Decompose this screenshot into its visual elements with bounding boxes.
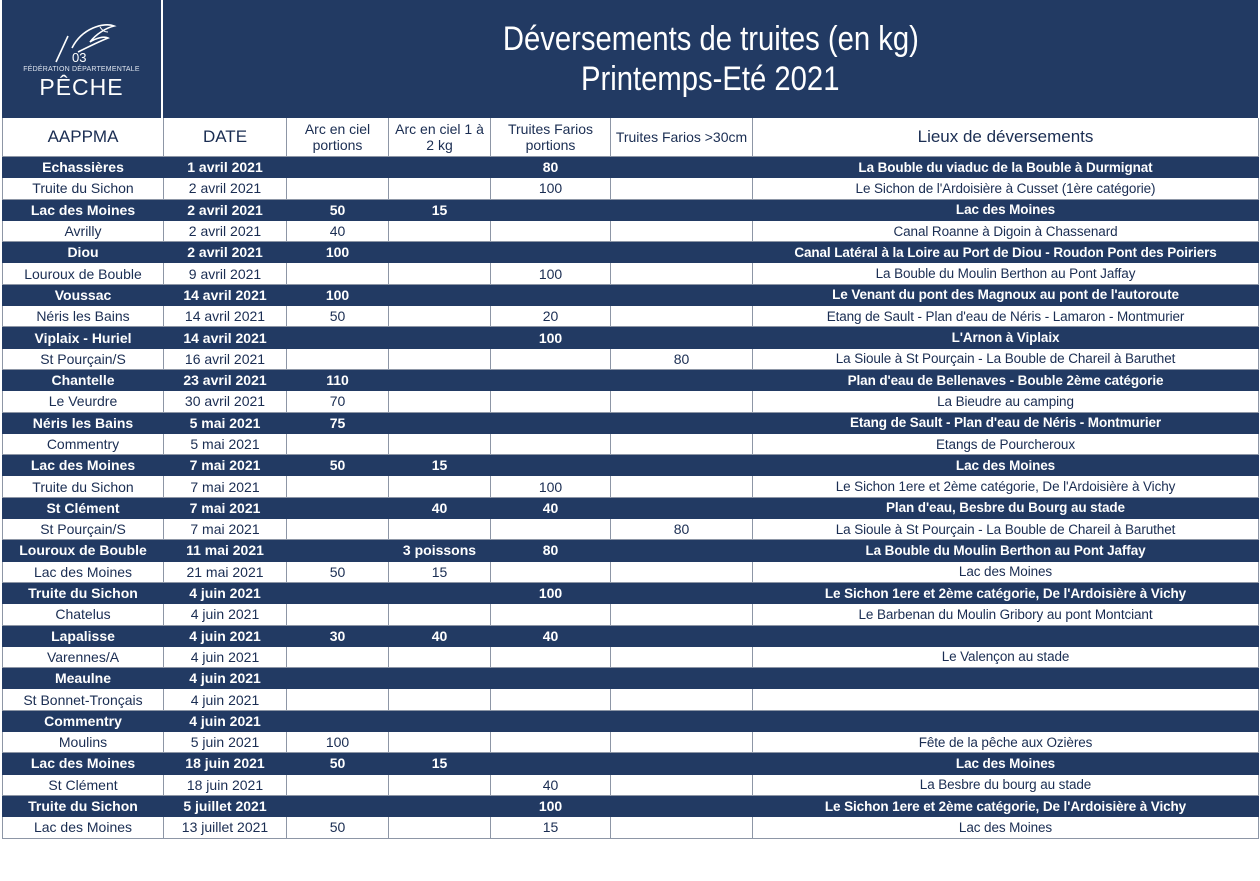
arc-portions-cell [287,263,389,284]
lieu-cell: La Bouble du viaduc de la Bouble à Durmignat [753,157,1259,178]
date-cell: 4 juin 2021 [164,646,287,667]
farios-portions-cell: 20 [491,306,611,327]
arc-1-2kg-cell [389,710,491,731]
arc-1-2kg-cell [389,178,491,199]
table-row [3,391,1259,412]
farios-30cm-cell [611,625,753,646]
farios-30cm-cell [611,391,753,412]
farios-portions-cell [491,412,611,433]
aappma-cell: Le Veurdre [3,391,164,412]
deversements-table [2,118,1259,839]
aappma-cell: St Clément [3,774,164,795]
arc-1-2kg-cell [389,732,491,753]
arc-portions-cell [287,689,389,710]
arc-portions-cell: 30 [287,625,389,646]
farios-30cm-cell [611,795,753,816]
farios-portions-cell [491,433,611,454]
arc-1-2kg-cell [389,689,491,710]
lieu-cell: Le Venant du pont des Magnoux au pont de l'autoroute [753,284,1259,305]
date-cell: 14 avril 2021 [164,327,287,348]
page-subtitle: Printemps-Eté 2021 [581,60,840,98]
farios-30cm-cell [611,284,753,305]
farios-portions-cell: 80 [491,157,611,178]
table-row [3,732,1259,753]
arc-portions-cell [287,710,389,731]
arc-1-2kg-cell: 15 [389,199,491,220]
arc-portions-cell [287,348,389,369]
arc-1-2kg-cell [389,646,491,667]
arc-portions-cell: 50 [287,561,389,582]
aappma-cell: Avrilly [3,220,164,241]
table-row [3,306,1259,327]
lieu-cell: Le Barbenan du Moulin Gribory au pont Montciant [753,604,1259,625]
aappma-cell: Truite du Sichon [3,178,164,199]
aappma-cell: Louroux de Bouble [3,540,164,561]
date-cell: 5 mai 2021 [164,412,287,433]
lieu-cell [753,710,1259,731]
table-row [3,774,1259,795]
arc-1-2kg-cell [389,242,491,263]
aappma-cell: Diou [3,242,164,263]
farios-portions-cell [491,753,611,774]
arc-portions-cell: 100 [287,284,389,305]
table-row [3,561,1259,582]
table-row [3,710,1259,731]
farios-portions-cell: 100 [491,327,611,348]
arc-1-2kg-cell [389,519,491,540]
arc-portions-cell [287,540,389,561]
column-header-arc-portions: Arc en ciel portions [287,118,389,157]
column-header-farios-30cm: Truites Farios >30cm [611,118,753,157]
lieu-cell: Canal Latéral à la Loire au Port de Diou - Roudon Pont des Poiriers [753,242,1259,263]
date-cell: 18 juin 2021 [164,753,287,774]
column-header-row [3,118,1259,157]
arc-portions-cell: 100 [287,732,389,753]
farios-30cm-cell [611,604,753,625]
table-row [3,519,1259,540]
arc-portions-cell [287,519,389,540]
farios-30cm-cell [611,710,753,731]
farios-30cm-cell [611,646,753,667]
lieu-cell: Fête de la pêche aux Ozières [753,732,1259,753]
date-cell: 2 avril 2021 [164,242,287,263]
aappma-cell: Lac des Moines [3,753,164,774]
column-header-farios-portions: Truites Farios portions [491,118,611,157]
table-row [3,412,1259,433]
table-body [3,157,1259,839]
lieu-cell: Plan d'eau, Besbre du Bourg au stade [753,497,1259,518]
aappma-cell: Commentry [3,433,164,454]
lieu-cell [753,689,1259,710]
arc-1-2kg-cell [389,668,491,689]
logo-big-text: PÊCHE [39,73,124,100]
arc-1-2kg-cell [389,220,491,241]
farios-30cm-cell [611,178,753,199]
lieu-cell: Le Sichon 1ere et 2ème catégorie, De l'Ardoisière à Vichy [753,582,1259,603]
arc-portions-cell: 100 [287,242,389,263]
arc-portions-cell [287,795,389,816]
lieu-cell: Le Valençon au stade [753,646,1259,667]
date-cell: 4 juin 2021 [164,582,287,603]
farios-30cm-cell [611,369,753,390]
lieu-cell: Etang de Sault - Plan d'eau de Néris - Lamaron - Montmurier [753,306,1259,327]
farios-portions-cell [491,348,611,369]
aappma-cell: Lac des Moines [3,455,164,476]
farios-30cm-cell [611,433,753,454]
aappma-cell: Echassières [3,157,164,178]
table-row [3,433,1259,454]
farios-30cm-cell [611,455,753,476]
farios-30cm-cell [611,220,753,241]
table-row [3,263,1259,284]
date-cell: 5 mai 2021 [164,433,287,454]
arc-1-2kg-cell [389,412,491,433]
date-cell: 7 mai 2021 [164,497,287,518]
arc-1-2kg-cell [389,433,491,454]
aappma-cell: Truite du Sichon [3,476,164,497]
farios-30cm-cell [611,306,753,327]
lieu-cell: Lac des Moines [753,561,1259,582]
farios-portions-cell: 100 [491,582,611,603]
arc-portions-cell: 40 [287,220,389,241]
table-row [3,476,1259,497]
farios-portions-cell [491,220,611,241]
arc-1-2kg-cell: 15 [389,561,491,582]
farios-portions-cell: 40 [491,774,611,795]
farios-30cm-cell [611,497,753,518]
lieu-cell: Lac des Moines [753,455,1259,476]
lieu-cell: La Bouble du Moulin Berthon au Pont Jaffay [753,540,1259,561]
farios-portions-cell [491,369,611,390]
farios-portions-cell [491,732,611,753]
date-cell: 21 mai 2021 [164,561,287,582]
aappma-cell: St Clément [3,497,164,518]
arc-1-2kg-cell [389,306,491,327]
spreadsheet [2,0,1258,839]
farios-portions-cell [491,242,611,263]
aappma-cell: Lapalisse [3,625,164,646]
lieu-cell: Le Sichon de l'Ardoisière à Cusset (1ère catégorie) [753,178,1259,199]
arc-1-2kg-cell [389,263,491,284]
arc-1-2kg-cell: 15 [389,455,491,476]
date-cell: 16 avril 2021 [164,348,287,369]
arc-1-2kg-cell [389,582,491,603]
arc-1-2kg-cell [389,391,491,412]
farios-portions-cell [491,455,611,476]
farios-portions-cell [491,710,611,731]
table-row [3,689,1259,710]
lieu-cell: Plan d'eau de Bellenaves - Bouble 2ème catégorie [753,369,1259,390]
arc-1-2kg-cell [389,795,491,816]
farios-30cm-cell [611,582,753,603]
header-band [2,0,1258,118]
farios-30cm-cell [611,774,753,795]
farios-30cm-cell [611,157,753,178]
table-row [3,220,1259,241]
aappma-cell: Lac des Moines [3,561,164,582]
arc-portions-cell [287,433,389,454]
aappma-cell: Voussac [3,284,164,305]
date-cell: 4 juin 2021 [164,668,287,689]
arc-1-2kg-cell: 3 poissons [389,540,491,561]
arc-portions-cell [287,178,389,199]
lieu-cell: La Bieudre au camping [753,391,1259,412]
farios-portions-cell [491,668,611,689]
arc-portions-cell [287,646,389,667]
date-cell: 5 juin 2021 [164,732,287,753]
arc-1-2kg-cell [389,774,491,795]
date-cell: 11 mai 2021 [164,540,287,561]
table-row [3,604,1259,625]
table-row [3,668,1259,689]
aappma-cell: Truite du Sichon [3,582,164,603]
table-row [3,455,1259,476]
arc-portions-cell [287,476,389,497]
table-row [3,348,1259,369]
date-cell: 30 avril 2021 [164,391,287,412]
arc-1-2kg-cell: 40 [389,625,491,646]
farios-portions-cell [491,689,611,710]
lieu-cell: Etang de Sault - Plan d'eau de Néris - Montmurier [753,412,1259,433]
farios-portions-cell: 100 [491,476,611,497]
date-cell: 13 juillet 2021 [164,817,287,838]
arc-portions-cell: 75 [287,412,389,433]
table-row [3,582,1259,603]
arc-1-2kg-cell [389,476,491,497]
lieu-cell: La Sioule à St Pourçain - La Bouble de Chareil à Baruthet [753,348,1259,369]
farios-30cm-cell [611,732,753,753]
lieu-cell: Le Sichon 1ere et 2ème catégorie, De l'Ardoisière à Vichy [753,795,1259,816]
farios-portions-cell [491,199,611,220]
table-row [3,753,1259,774]
aappma-cell: Viplaix - Huriel [3,327,164,348]
arc-portions-cell: 70 [287,391,389,412]
lieu-cell: Lac des Moines [753,753,1259,774]
logo-small-text: FÉDÉRATION DÉPARTEMENTALE [23,65,140,73]
table-row [3,157,1259,178]
farios-portions-cell: 15 [491,817,611,838]
farios-30cm-cell [611,668,753,689]
table-row [3,178,1259,199]
fish-logo-icon [42,18,122,64]
arc-1-2kg-cell [389,157,491,178]
arc-portions-cell [287,668,389,689]
aappma-cell: Truite du Sichon [3,795,164,816]
aappma-cell: Commentry [3,710,164,731]
date-cell: 2 avril 2021 [164,220,287,241]
arc-portions-cell [287,774,389,795]
table-row [3,625,1259,646]
arc-1-2kg-cell [389,327,491,348]
date-cell: 2 avril 2021 [164,199,287,220]
farios-30cm-cell [611,817,753,838]
date-cell: 7 mai 2021 [164,476,287,497]
aappma-cell: Chatelus [3,604,164,625]
arc-1-2kg-cell [389,348,491,369]
lieu-cell: L'Arnon à Viplaix [753,327,1259,348]
farios-portions-cell [491,646,611,667]
aappma-cell: Meaulne [3,668,164,689]
aappma-cell: Néris les Bains [3,412,164,433]
lieu-cell: Etangs de Pourcheroux [753,433,1259,454]
farios-30cm-cell [611,540,753,561]
page-title: Déversements de truites (en kg) [502,20,919,58]
lieu-cell: La Besbre du bourg au stade [753,774,1259,795]
farios-portions-cell: 100 [491,263,611,284]
table-row [3,540,1259,561]
aappma-cell: Varennes/A [3,646,164,667]
lieu-cell: Le Sichon 1ere et 2ème catégorie, De l'Ardoisière à Vichy [753,476,1259,497]
date-cell: 7 mai 2021 [164,455,287,476]
arc-portions-cell: 50 [287,306,389,327]
farios-30cm-cell [611,412,753,433]
lieu-cell [753,668,1259,689]
farios-portions-cell [491,284,611,305]
date-cell: 4 juin 2021 [164,689,287,710]
farios-30cm-cell [611,327,753,348]
date-cell: 9 avril 2021 [164,263,287,284]
column-header-date: DATE [164,118,287,157]
farios-portions-cell: 40 [491,625,611,646]
date-cell: 23 avril 2021 [164,369,287,390]
aappma-cell: Lac des Moines [3,817,164,838]
date-cell: 4 juin 2021 [164,625,287,646]
lieu-cell: La Sioule à St Pourçain - La Bouble de Chareil à Baruthet [753,519,1259,540]
date-cell: 4 juin 2021 [164,604,287,625]
arc-portions-cell [287,604,389,625]
aappma-cell: Louroux de Bouble [3,263,164,284]
column-header-arc-1-2kg: Arc en ciel 1 à 2 kg [389,118,491,157]
arc-portions-cell: 50 [287,199,389,220]
aappma-cell: Lac des Moines [3,199,164,220]
farios-portions-cell [491,391,611,412]
table-row [3,646,1259,667]
lieu-cell: Lac des Moines [753,817,1259,838]
arc-portions-cell: 50 [287,753,389,774]
farios-30cm-cell [611,263,753,284]
farios-portions-cell: 40 [491,497,611,518]
arc-portions-cell [287,497,389,518]
table-row [3,242,1259,263]
table-row [3,369,1259,390]
arc-1-2kg-cell [389,604,491,625]
arc-portions-cell: 50 [287,817,389,838]
farios-30cm-cell [611,689,753,710]
table-row [3,497,1259,518]
lieu-cell: Canal Roanne à Digoin à Chassenard [753,220,1259,241]
column-header-lieux: Lieux de déversements [753,118,1259,157]
table-row [3,284,1259,305]
arc-portions-cell [287,327,389,348]
table-row [3,795,1259,816]
arc-1-2kg-cell [389,817,491,838]
aappma-cell: St Pourçain/S [3,348,164,369]
arc-1-2kg-cell [389,284,491,305]
farios-30cm-cell [611,561,753,582]
farios-30cm-cell [611,753,753,774]
table-row [3,817,1259,838]
arc-portions-cell [287,582,389,603]
date-cell: 18 juin 2021 [164,774,287,795]
arc-1-2kg-cell [389,369,491,390]
federation-logo [2,0,163,118]
lieu-cell: Lac des Moines [753,199,1259,220]
aappma-cell: St Pourçain/S [3,519,164,540]
date-cell: 4 juin 2021 [164,710,287,731]
date-cell: 1 avril 2021 [164,157,287,178]
date-cell: 5 juillet 2021 [164,795,287,816]
aappma-cell: Néris les Bains [3,306,164,327]
farios-30cm-cell: 80 [611,519,753,540]
farios-portions-cell: 80 [491,540,611,561]
farios-portions-cell [491,519,611,540]
date-cell: 7 mai 2021 [164,519,287,540]
arc-1-2kg-cell: 15 [389,753,491,774]
farios-portions-cell [491,604,611,625]
table-row [3,327,1259,348]
table-row [3,199,1259,220]
aappma-cell: Moulins [3,732,164,753]
farios-30cm-cell [611,242,753,263]
farios-portions-cell: 100 [491,178,611,199]
farios-30cm-cell: 80 [611,348,753,369]
lieu-cell: La Bouble du Moulin Berthon au Pont Jaffay [753,263,1259,284]
date-cell: 14 avril 2021 [164,284,287,305]
aappma-cell: Chantelle [3,369,164,390]
title-banner [163,0,1258,118]
aappma-cell: St Bonnet-Tronçais [3,689,164,710]
farios-portions-cell: 100 [491,795,611,816]
farios-30cm-cell [611,476,753,497]
column-header-aappma: AAPPMA [3,118,164,157]
lieu-cell [753,625,1259,646]
date-cell: 14 avril 2021 [164,306,287,327]
arc-1-2kg-cell: 40 [389,497,491,518]
farios-30cm-cell [611,199,753,220]
farios-portions-cell [491,561,611,582]
arc-portions-cell: 50 [287,455,389,476]
logo-number: 03 [71,49,86,64]
arc-portions-cell [287,157,389,178]
date-cell: 2 avril 2021 [164,178,287,199]
arc-portions-cell: 110 [287,369,389,390]
